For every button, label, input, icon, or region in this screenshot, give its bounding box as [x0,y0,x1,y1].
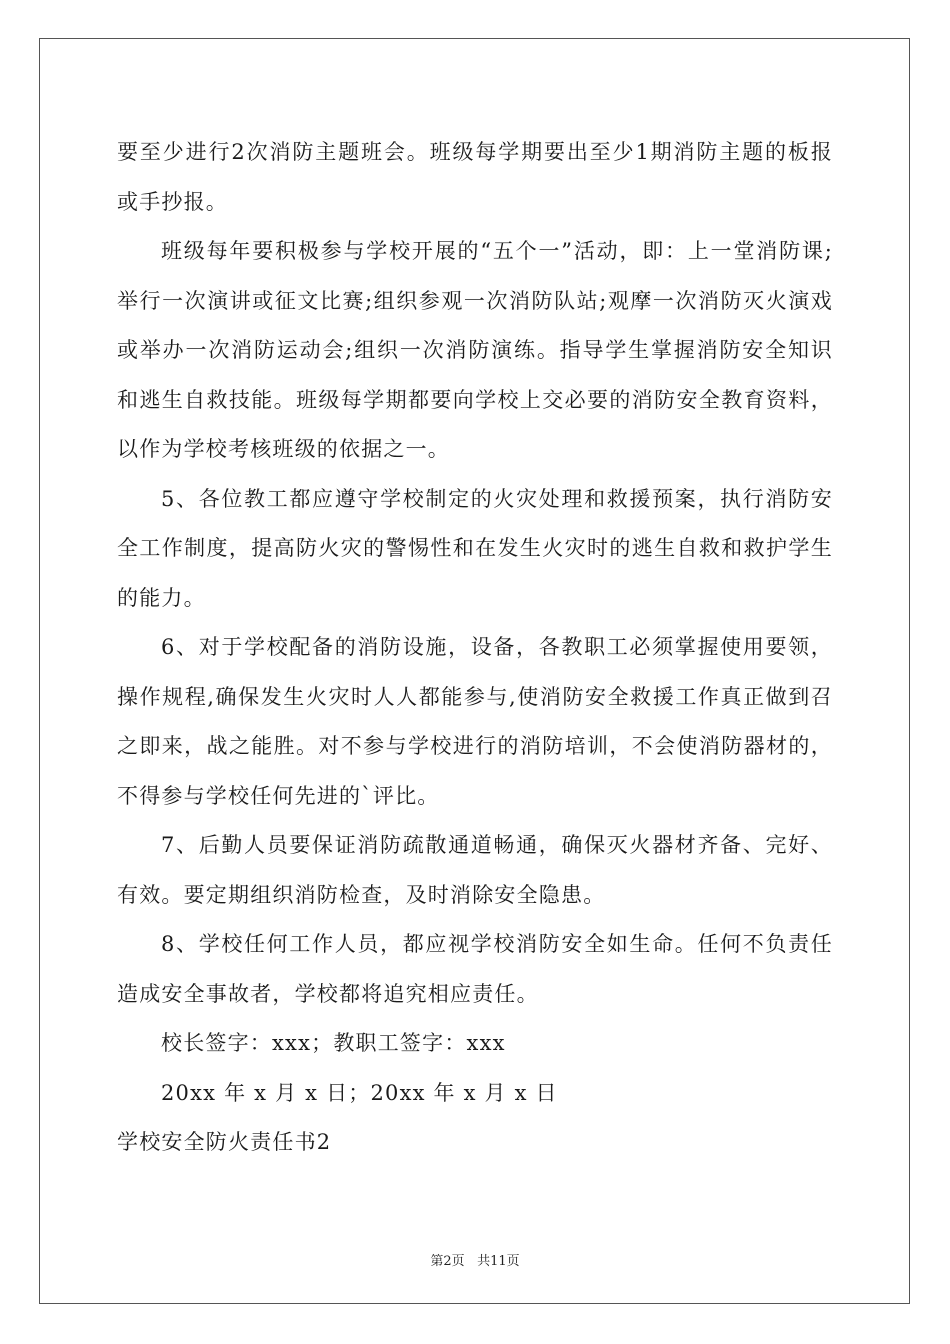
page-total: 共11页 [477,1254,520,1269]
paragraph-item-8: 8、学校任何工作人员，都应视学校消防安全如生命。任何不负责任造成安全事故者，学校都将追究相应责任。 [117,932,833,1006]
date-line: 20xx 年 x 月 x 日；20xx 年 x 月 x 日 [161,1080,558,1105]
document-body [117,128,833,1168]
paragraph-item-6: 6、对于学校配备的消防设施，设备，各教职工必须掌握使用要领，操作规程,确保发生火灾时人人都能参与,使消防安全救援工作真正做到召之即来，战之能胜。对不参与学校进行的消防培训，不会使消防器材的，不得参与学校任何先进的`评比。 [117,635,833,808]
paragraph-item-5: 5、各位教工都应遵守学校制定的火灾处理和救援预案，执行消防安全工作制度，提高防火灾的警惕性和在发生火灾时的逃生自救和救护学生的能力。 [117,486,833,610]
page-number: 第2页 [430,1254,465,1269]
paragraph-five-activities: 班级每年要积极参与学校开展的“五个一”活动，即：上一堂消防课;举行一次演讲或征文比赛;组织参观一次消防队站;观摩一次消防灭火演戏或举办一次消防运动会;组织一次消防演练。指导学生掌握消防安全知识和逃生自救技能。班级每学期都要向学校上交必要的消防安全教育资料，以作为学校考核班级的依据之一。 [117,239,833,461]
paragraph-item-7: 7、后勤人员要保证消防疏散通道畅通，确保灭火器材齐备、完好、有效。要定期组织消防检查，及时消除安全隐患。 [117,833,833,907]
next-document-title: 学校安全防火责任书2 [117,1130,332,1154]
paragraph-continuation: 要至少进行2次消防主题班会。班级每学期要出至少1期消防主题的板报或手抄报。 [117,140,833,214]
signature-line: 校长签字：xxx；教职工签字：xxx [161,1031,506,1055]
page-footer [0,1250,950,1269]
